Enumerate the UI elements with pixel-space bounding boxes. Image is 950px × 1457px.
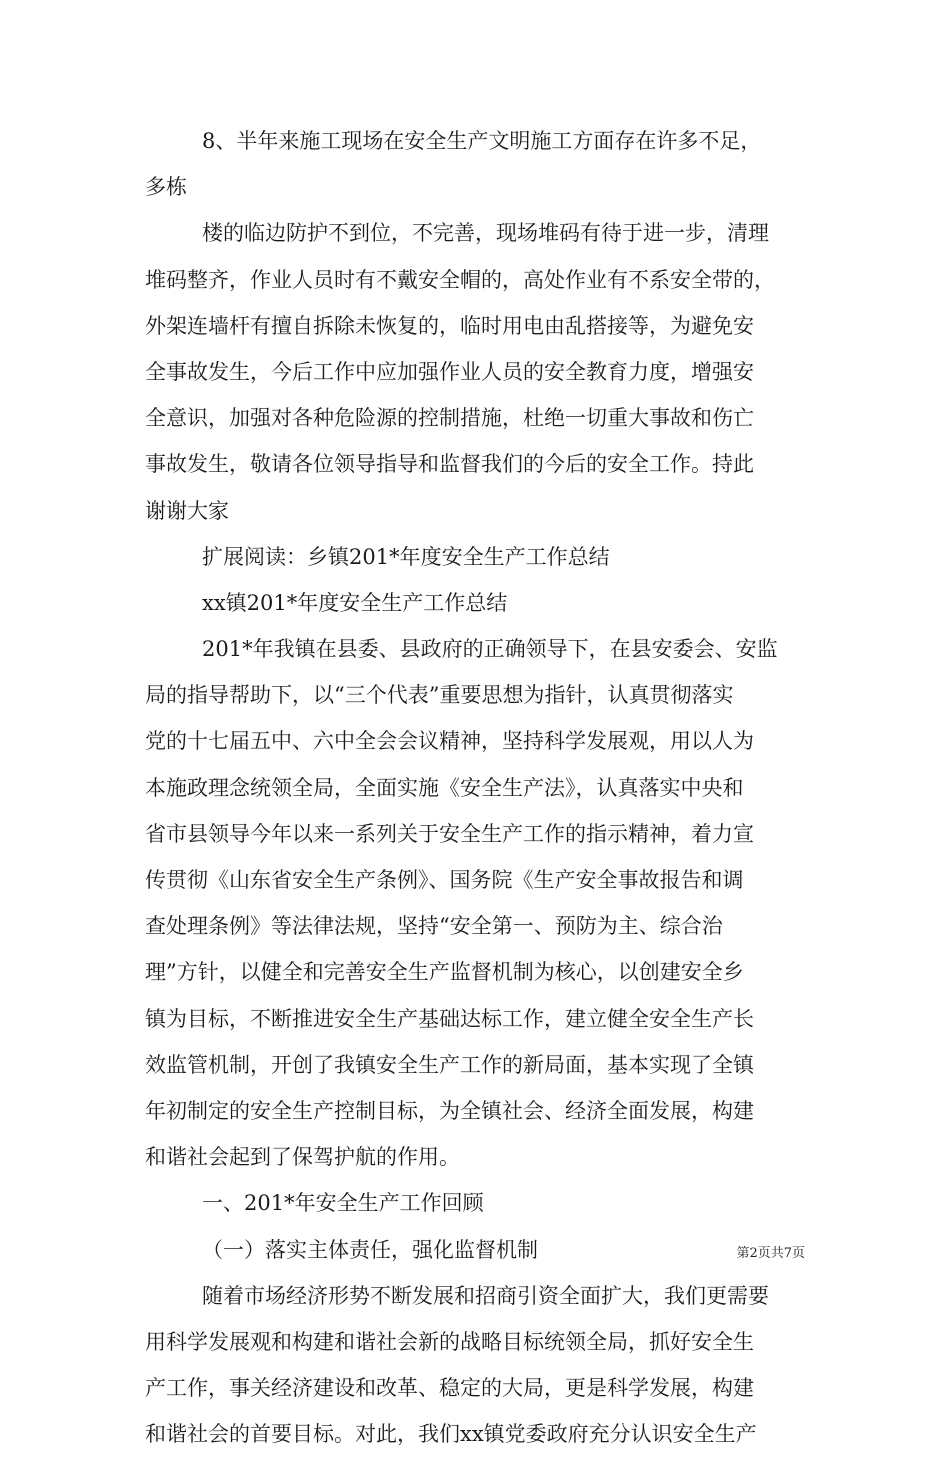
text-line: 扩展阅读：乡镇201*年度安全生产工作总结	[202, 544, 610, 569]
text-line: 理”方针，以健全和完善安全生产监督机制为核心，以创建安全乡	[145, 960, 744, 985]
text-line: 产工作，事关经济建设和改革、稳定的大局，更是科学发展，构建	[145, 1376, 754, 1401]
text-line: （一）落实主体责任，强化监督机制	[202, 1237, 538, 1262]
text-line: 谢谢大家	[145, 498, 229, 523]
text-line: 省市县领导今年以来一系列关于安全生产工作的指示精神，着力宣	[145, 821, 754, 846]
text-line: 查处理条例》等法律法规，坚持“安全第一、预防为主、综合治	[145, 914, 723, 939]
text-line: 全事故发生，今后工作中应加强作业人员的安全教育力度，增强安	[145, 359, 754, 384]
text-line: 和谐社会的首要目标。对此，我们xx镇党委政府充分认识安全生产	[145, 1422, 757, 1447]
text-line: 外架连墙杆有擅自拆除未恢复的，临时用电由乱搭接等，为避免安	[145, 313, 754, 338]
text-line: 镇为目标，不断推进安全生产基础达标工作，建立健全安全生产长	[145, 1006, 754, 1031]
text-line: 多栋	[145, 175, 187, 200]
text-line: 党的十七届五中、六中全会会议精神，坚持科学发展观，用以人为	[145, 729, 754, 754]
text-line: 201*年我镇在县委、县政府的正确领导下，在县安委会、安监	[202, 637, 778, 662]
document-body	[145, 118, 809, 1457]
text-line: 随着市场经济形势不断发展和招商引资全面扩大，我们更需要	[202, 1283, 769, 1308]
text-line: 楼的临边防护不到位，不完善，现场堆码有待于进一步，清理	[202, 221, 769, 246]
text-line: 事故发生，敬请各位领导指导和监督我们的今后的安全工作。持此	[145, 452, 754, 477]
text-line: 堆码整齐，作业人员时有不戴安全帽的，高处作业有不系安全带的，	[145, 267, 775, 292]
text-line: xx镇201*年度安全生产工作总结	[202, 590, 508, 615]
text-line: 一、201*年安全生产工作回顾	[202, 1191, 484, 1216]
page-number: 第2页共7页	[736, 1246, 805, 1261]
text-line: 和谐社会起到了保驾护航的作用。	[145, 1145, 460, 1170]
text-line: 8、半年来施工现场在安全生产文明施工方面存在许多不足，	[202, 129, 762, 153]
text-line: 局的指导帮助下，以“三个代表”重要思想为指针，认真贯彻落实	[145, 683, 734, 708]
text-line: 传贯彻《山东省安全生产条例》、国务院《生产安全事故报告和调	[145, 868, 744, 892]
text-line: 用科学发展观和构建和谐社会新的战略目标统领全局，抓好安全生	[145, 1329, 754, 1354]
text-line: 全意识，加强对各种危险源的控制措施，杜绝一切重大事故和伤亡	[145, 406, 754, 431]
text-line: 本施政理念统领全局，全面实施《安全生产法》，认真落实中央和	[145, 775, 744, 800]
text-line: 年初制定的安全生产控制目标，为全镇社会、经济全面发展，构建	[145, 1098, 754, 1123]
text-line: 效监管机制，开创了我镇安全生产工作的新局面，基本实现了全镇	[145, 1052, 754, 1077]
